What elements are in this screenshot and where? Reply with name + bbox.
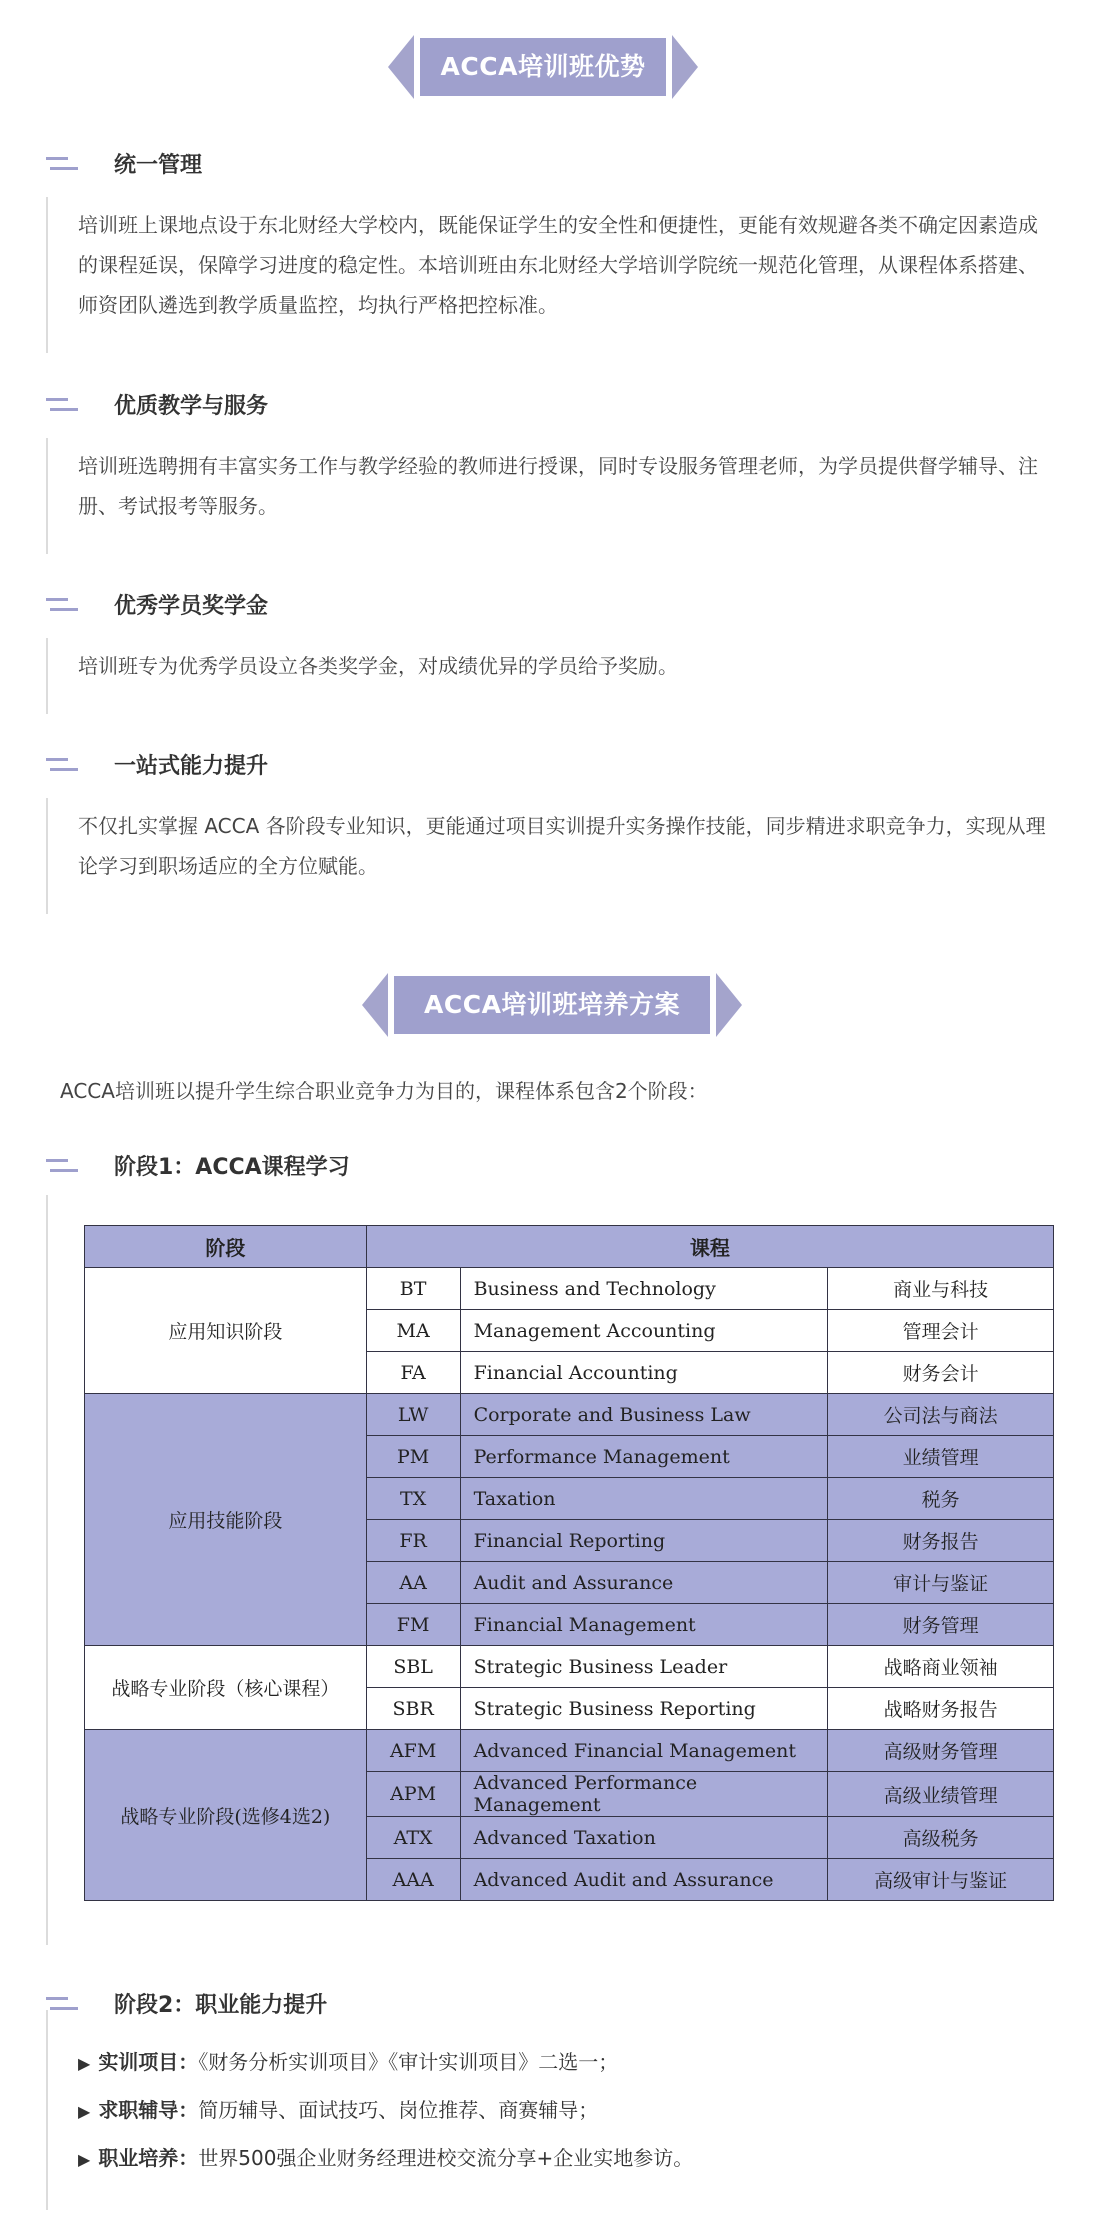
advantage-body [46, 638, 1046, 714]
course-code-cell: AAA [366, 1859, 460, 1901]
dash-icon [46, 758, 78, 772]
table-row [85, 1268, 1054, 1310]
advantage-title: 一站式能力提升 [114, 754, 269, 779]
stage-cell: 应用技能阶段 [85, 1394, 367, 1646]
course-name-en-cell: Advanced Taxation [460, 1817, 828, 1859]
stage-title: 阶段1：ACCA课程学习 [114, 1155, 350, 1180]
course-name-cn-cell: 战略财务报告 [828, 1688, 1054, 1730]
course-name-cn-cell: 公司法与商法 [828, 1394, 1054, 1436]
course-name-cn-cell: 财务报告 [828, 1520, 1054, 1562]
stage-heading [46, 1150, 350, 1181]
bullet-label: 求职辅导： [98, 2098, 199, 2122]
advantage-title: 优质教学与服务 [114, 394, 269, 419]
course-name-en-cell: Strategic Business Reporting [460, 1688, 828, 1730]
banner-right-arrow-icon [672, 35, 698, 99]
banner-title: ACCA培训班优势 [420, 38, 666, 96]
course-table-container [46, 1195, 1008, 1945]
advantage-title: 优秀学员奖学金 [114, 594, 269, 619]
bullet-text: 《财务分析实训项目》《审计实训项目》二选一； [198, 2050, 619, 2074]
course-code-cell: MA [366, 1310, 460, 1352]
advantage-heading [46, 749, 268, 780]
course-code-cell: SBR [366, 1688, 460, 1730]
table-header-stage: 阶段 [85, 1226, 367, 1268]
advantage-heading [46, 148, 202, 179]
program-intro: ACCA培训班以提升学生综合职业竞争力为目的，课程体系包含2个阶段： [60, 1079, 708, 1103]
banner-right-arrow-icon [716, 973, 742, 1037]
table-row [85, 1394, 1054, 1436]
advantage-heading [46, 589, 268, 620]
course-code-cell: FR [366, 1520, 460, 1562]
course-name-cn-cell: 管理会计 [828, 1310, 1054, 1352]
course-name-en-cell: Corporate and Business Law [460, 1394, 828, 1436]
advantage-text: 培训班上课地点设于东北财经大学校内，既能保证学生的安全性和便捷性，更能有效规避各类不确定因素造成的课程延误，保障学习进度的稳定性。本培训班由东北财经大学培训学院统一规范化管理，从课程体系搭建、师资团队遴选到教学质量监控，均执行严格把控标准。 [78, 213, 1038, 317]
course-name-en-cell: Strategic Business Leader [460, 1646, 828, 1688]
triangle-bullet-icon: ▶ [78, 2054, 91, 2073]
course-name-en-cell: Financial Reporting [460, 1520, 828, 1562]
section-banner-advantages [388, 32, 698, 102]
course-name-cn-cell: 税务 [828, 1478, 1054, 1520]
dash-icon [46, 1159, 78, 1173]
advantage-body [46, 798, 1046, 914]
advantage-body [46, 438, 1046, 554]
banner-title: ACCA培训班培养方案 [394, 976, 710, 1034]
course-name-en-cell: Audit and Assurance [460, 1562, 828, 1604]
banner-left-arrow-icon [362, 973, 388, 1037]
course-code-cell: AA [366, 1562, 460, 1604]
stage-cell: 战略专业阶段（核心课程） [85, 1646, 367, 1730]
course-name-cn-cell: 战略商业领袖 [828, 1646, 1054, 1688]
bullet-item [78, 2142, 693, 2171]
bullet-label: 职业培养： [98, 2146, 199, 2170]
triangle-bullet-icon: ▶ [78, 2150, 91, 2169]
course-name-en-cell: Financial Accounting [460, 1352, 828, 1394]
course-name-cn-cell: 高级业绩管理 [828, 1772, 1054, 1817]
advantage-body [46, 197, 1046, 353]
course-name-en-cell: Advanced Performance Management [460, 1772, 828, 1817]
dash-icon [46, 598, 78, 612]
course-table [84, 1225, 1054, 1901]
bullet-text: 世界500强企业财务经理进校交流分享+企业实地参访。 [198, 2146, 694, 2170]
course-code-cell: FM [366, 1604, 460, 1646]
stage2-body [46, 2010, 1048, 2210]
course-code-cell: ATX [366, 1817, 460, 1859]
course-name-cn-cell: 高级审计与鉴证 [828, 1859, 1054, 1901]
course-name-cn-cell: 审计与鉴证 [828, 1562, 1054, 1604]
section-banner-program [362, 970, 742, 1040]
advantage-text: 培训班专为优秀学员设立各类奖学金，对成绩优异的学员给予奖励。 [78, 654, 678, 678]
bullet-item [78, 2094, 598, 2123]
course-code-cell: FA [366, 1352, 460, 1394]
bullet-text: 简历辅导、面试技巧、岗位推荐、商赛辅导； [198, 2098, 599, 2122]
course-name-en-cell: Management Accounting [460, 1310, 828, 1352]
bullet-label: 实训项目： [98, 2050, 199, 2074]
stage-title: 阶段2：职业能力提升 [114, 1993, 328, 2018]
course-code-cell: TX [366, 1478, 460, 1520]
banner-left-arrow-icon [388, 35, 414, 99]
course-name-cn-cell: 高级税务 [828, 1817, 1054, 1859]
advantage-title: 统一管理 [114, 153, 203, 178]
advantage-text: 培训班选聘拥有丰富实务工作与教学经验的教师进行授课，同时专设服务管理老师，为学员提供督学辅导、注册、考试报考等服务。 [78, 454, 1038, 518]
advantage-heading [46, 389, 268, 420]
course-name-en-cell: Performance Management [460, 1436, 828, 1478]
dash-icon [46, 398, 78, 412]
course-code-cell: SBL [366, 1646, 460, 1688]
advantage-text: 不仅扎实掌握 ACCA 各阶段专业知识，更能通过项目实训提升实务操作技能，同步精进求职竞争力，实现从理论学习到职场适应的全方位赋能。 [78, 814, 1046, 878]
course-name-en-cell: Business and Technology [460, 1268, 828, 1310]
bullet-item [78, 2046, 618, 2075]
dash-icon [46, 157, 78, 171]
course-name-en-cell: Advanced Audit and Assurance [460, 1859, 828, 1901]
table-header-course: 课程 [366, 1226, 1053, 1268]
course-name-cn-cell: 商业与科技 [828, 1268, 1054, 1310]
stage-cell: 战略专业阶段(选修4选2) [85, 1730, 367, 1901]
course-name-en-cell: Advanced Financial Management [460, 1730, 828, 1772]
course-name-en-cell: Taxation [460, 1478, 828, 1520]
course-code-cell: AFM [366, 1730, 460, 1772]
course-code-cell: LW [366, 1394, 460, 1436]
stage-cell: 应用知识阶段 [85, 1268, 367, 1394]
course-code-cell: PM [366, 1436, 460, 1478]
course-name-cn-cell: 业绩管理 [828, 1436, 1054, 1478]
course-name-cn-cell: 高级财务管理 [828, 1730, 1054, 1772]
course-name-cn-cell: 财务管理 [828, 1604, 1054, 1646]
course-name-en-cell: Financial Management [460, 1604, 828, 1646]
triangle-bullet-icon: ▶ [78, 2102, 91, 2121]
course-code-cell: APM [366, 1772, 460, 1817]
course-code-cell: BT [366, 1268, 460, 1310]
table-row [85, 1730, 1054, 1772]
table-row [85, 1646, 1054, 1688]
dash-icon [46, 1997, 78, 2011]
course-name-cn-cell: 财务会计 [828, 1352, 1054, 1394]
